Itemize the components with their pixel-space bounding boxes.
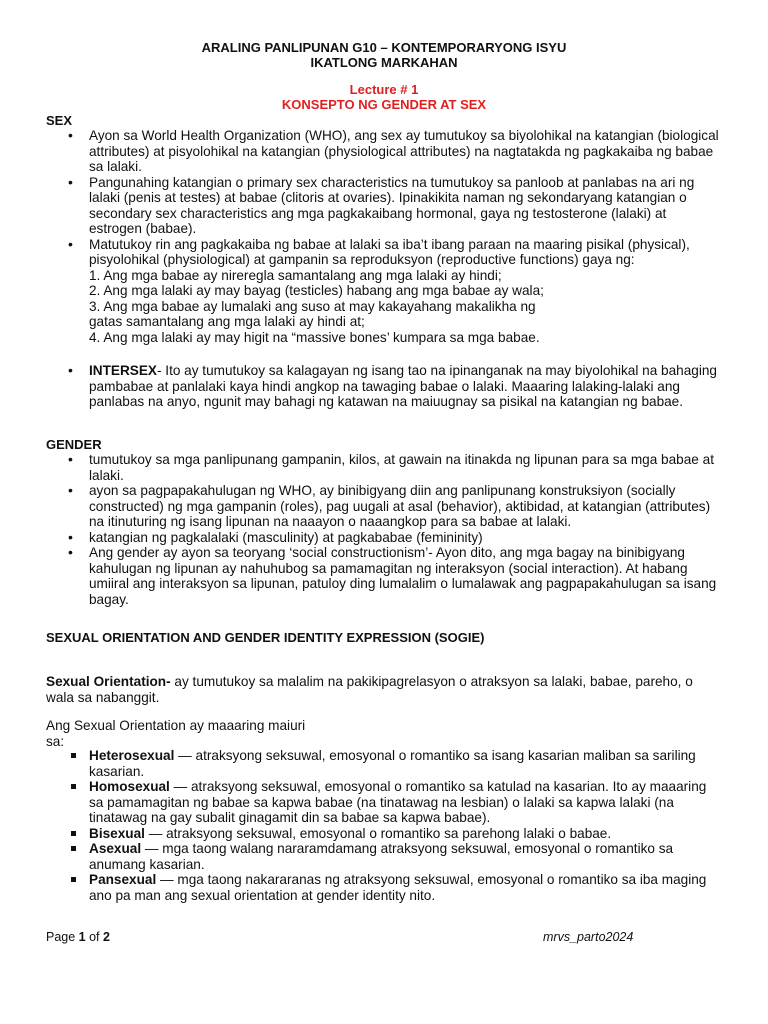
- document-title: ARALING PANLIPUNAN G10 – KONTEMPORARYONG ISYU: [201, 40, 567, 55]
- list-item: Heterosexual — atraksyong seksuwal, emosyonal o romantiko sa isang kasarian maliban sa sariling kasarian.: [68, 748, 720, 779]
- type-term: Asexual: [89, 841, 142, 856]
- sex-bullet-list: [68, 128, 720, 345]
- intersex-item: • INTERSEX- Ito ay tumutukoy sa kalagayan ng isang tao na ipinanganak na may biyolohikal na bahaging pambabae at panlalaki kaya hindi angkop na tawaging babae o lalaki. Maaaring lalaking-lalaki ang panlabas na anyo, ngunit may bahagi ng katawan na maiuugnay sa pisikal na katangian ng babae.: [68, 363, 720, 410]
- numbered-item: 2. Ang mga lalaki ay may bayag (testicles) habang ang mga babae ay wala;: [89, 283, 544, 298]
- document-subtitle: IKATLONG MARKAHAN: [310, 55, 458, 70]
- list-item: • Ayon sa World Health Organization (WHO), ang sex ay tumutukoy sa biyolohikal na katangian (biological attributes) at pisyolohikal na katangian (physiological attributes) na nagtatakda ng pagkakaiba ng babae sa lalaki.: [68, 128, 720, 175]
- numbered-item: 3. Ang mga babae ay lumalaki ang suso at may kakayahang makalikha ng: [89, 298, 536, 314]
- gender-bullet-list: [68, 452, 720, 607]
- list-item: • ayon sa pagpapakahulugan ng WHO, ay binibigyang diin ang panlipunang konstruksiyon (socially constructed) ng mga gampanin (roles), pag uugali at asal (behavior), aktibidad, at katangian (attributes) na itinuturing ng isang lipunan na naaayon o naaangkop para sa babae at lalaki.: [68, 483, 720, 530]
- list-item: Bisexual — atraksyong seksuwal, emosyonal o romantiko sa parehong lalaki o babae.: [68, 826, 720, 842]
- intersex-term: INTERSEX: [89, 363, 157, 378]
- sogie-intro: Ang Sexual Orientation ay maaaring maiuri sa:: [46, 718, 306, 749]
- list-item: • tumutukoy sa mga panlipunang gampanin, kilos, at gawain na itinakda ng lipunan para sa mga babae at lalaki.: [68, 452, 720, 483]
- sogie-heading: SEXUAL ORIENTATION AND GENDER IDENTITY EXPRESSION (SOGIE): [46, 630, 485, 645]
- list-item: • Pangunahing katangian o primary sex characteristics na tumutukoy sa panloob at panlabas na ari ng lalaki (penis at testes) at babae (clitoris at ovaries). Ipinakikita naman ng sekondaryang katangian o secondary sex characteristics ang mga pagkakaibang hormonal, gaya ng testosterone (lalaki) at estrogen (babae).: [68, 175, 720, 237]
- list-item: Pansexual — mga taong nakararanas ng atraksyong seksuwal, emosyonal o romantiko sa iba maging ano pa man ang sexual orientation at gender identity nito.: [68, 872, 720, 903]
- gender-heading: GENDER: [46, 437, 102, 452]
- list-item: • Matutukoy rin ang pagkakaiba ng babae at lalaki sa iba’t ibang paraan na maaring pisikal (physical), pisyolohikal (physiological) at gampanin sa reproduksyon (reproductive functions) gaya ng: 1. Ang mga babae ay nireregla samantalang ang mga lalaki ay hindi; 2. Ang mga lalaki ay may bayag (testicles) habang ang mga babae ay wala; 3. Ang mga babae ay lumalaki ang suso at may kakayahang makalikha ng gatas samantalang ang mga lalaki ay hindi at; 4. Ang mga lalaki ay may higit na “massive bones’ kumpara sa mga babae.: [68, 237, 720, 346]
- orientation-types-list: [68, 748, 720, 903]
- type-term: Bisexual: [89, 825, 145, 841]
- author-tag: mrvs_parto2024: [543, 930, 634, 944]
- sex-heading: SEX: [46, 113, 73, 128]
- numbered-item: gatas samantalang ang mga lalaki ay hindi at;: [89, 314, 365, 329]
- type-term: Heterosexual: [89, 748, 175, 763]
- numbered-item: 4. Ang mga lalaki ay may higit na “massive bones’ kumpara sa mga babae.: [89, 329, 540, 345]
- list-item: Homosexual — atraksyong seksuwal, emosyonal o romantiko sa katulad na kasarian. Ito ay maaaring sa pamamagitan ng babae sa kapwa babae (na tinatawag na lesbian) o lalaki sa kapwa lalaki (na tinatawag na gay subalit ginagamit din sa babae sa kapwa babae).: [68, 779, 720, 826]
- list-item: • Ang gender ay ayon sa teoryang ‘social constructionism’- Ayon dito, ang mga bagay na binibigyang kahulugan ng lipunan ay nahuhubog sa pamamagitan ng interaksyon (social interaction). At habang umiiral ang interaksyon sa lipunan, patuloy ding lumalalim o lumalawak ang pagpapakahulugan sa isang bagay.: [68, 545, 720, 607]
- numbered-item: 1. Ang mga babae ay nireregla samantalang ang mga lalaki ay hindi;: [89, 267, 502, 283]
- type-term: Pansexual: [89, 872, 157, 887]
- sexual-orientation-definition: Sexual Orientation- ay tumutukoy sa malalim na pakikipagrelasyon o atraksyon sa lalaki, babae, pareho, o wala sa nabanggit.: [46, 674, 693, 705]
- sexual-orientation-term: Sexual Orientation-: [46, 674, 171, 689]
- type-term: Homosexual: [89, 779, 170, 794]
- list-item: Asexual — mga taong walang nararamdamang atraksyong seksuwal, emosyonal o romantiko sa anumang kasarian.: [68, 841, 720, 872]
- lecture-title: KONSEPTO NG GENDER AT SEX: [281, 97, 487, 112]
- lecture-number: Lecture # 1: [349, 82, 419, 97]
- page-number: Page 1 of 2: [46, 930, 110, 944]
- intersex-list: [68, 363, 720, 410]
- list-item: • katangian ng pagkalalaki (masculinity) at pagkababae (femininity): [68, 530, 720, 546]
